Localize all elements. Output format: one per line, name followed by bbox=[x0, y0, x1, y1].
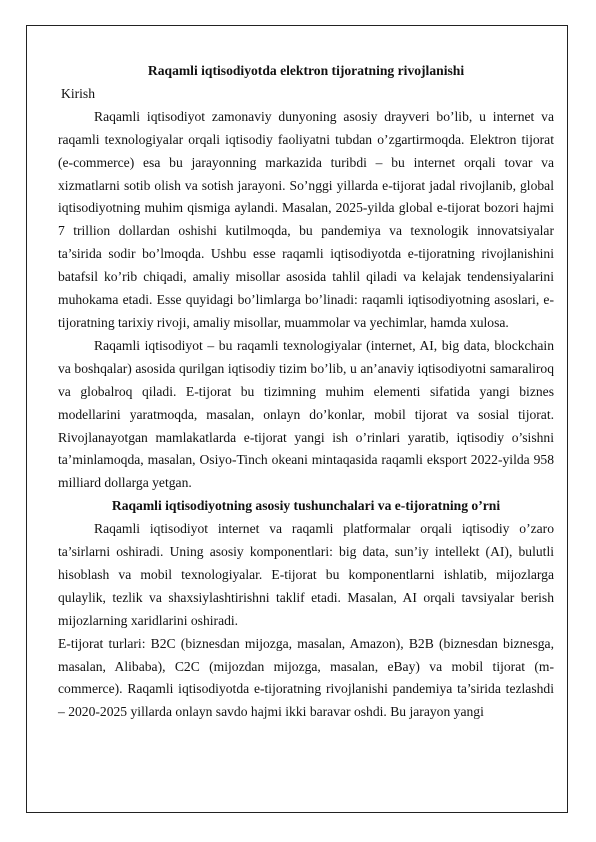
section-heading: Raqamli iqtisodiyotning asosiy tushunchalari va e-tijoratning o’rni bbox=[111, 498, 501, 514]
intro-label: Kirish bbox=[61, 85, 95, 101]
section-paragraph-1: Raqamli iqtisodiyot internet va raqamli platformalar orqali iqtisodiy o’zaro ta’sirlarni oshiradi. Uning asosiy komponentlari: big data, sun’iy intellekt (AI), bulutli hisoblash va mobil texnologiyalar. E-tijorat bu komponentlarni ishlatib, mijozlarga qulaylik, tezlik va shaxsiylashtirishni taklif etadi. Masalan, AI orqali tavsiyalar berish mijozlarning xaridlarini oshiradi. bbox=[58, 521, 554, 628]
ecommerce-types-paragraph: E-tijorat turlari: B2C (biznesdan mijozga, masalan, Amazon), B2B (biznesdan biznesga, masalan, Alibaba), C2C (mijozdan mijozga, masalan, eBay) va mobil tijorat (m-commerce). Raqamli iqtisodiyotda e-tijoratning rivojlanishi pandemiya ta’sirida tezlashdi – 2020-2025 yillarda onlayn savdo hajmi ikki baravar oshdi. Bu jarayon yangi bbox=[58, 635, 554, 720]
document-body bbox=[58, 60, 554, 724]
intro-paragraph-2: Raqamli iqtisodiyot – bu raqamli texnologiyalar (internet, AI, big data, blockchain va boshqalar) asosida qurilgan iqtisodiy tizim bo’lib, u an’anaviy iqtisodiyotni samaraliroq va globalroq qiladi. E-tijorat bu tizimning muhim elementi sifatida yangi biznes modellarini yaratmoqda, masalan, onlayn do’konlar, mobil tijorat va sosial tijorat. Rivojlanayotgan mamlakatlarda e-tijorat yangi ish o’rinlari yaratib, iqtisodiy o’sishni ta’minlamoqda, masalan, Osiyo-Tinch okeani mintaqasida raqamli eksport 2022-yilda 958 milliard dollarga yetgan. bbox=[58, 337, 554, 491]
document-title: Raqamli iqtisodiyotda elektron tijoratning rivojlanishi bbox=[147, 63, 465, 78]
intro-paragraph-1: Raqamli iqtisodiyot zamonaviy dunyoning asosiy drayveri bo’lib, u internet va raqamli texnologiyalar orqali iqtisodiy faoliyatni tubdan o’zgartirmoqda. Elektron tijorat (e-commerce) esa bu jarayonning markazida turibdi – bu internet orqali tovar va xizmatlarni sotib olish va sotish jarayoni. So’nggi yillarda e-tijorat jadal rivojlanib, global iqtisodiyotning muhim qismiga aylandi. Masalan, 2025-yilda global e-tijorat bozori hajmi 7 trillion dollardan oshishi kutilmoqda, bu pandemiya va texnologik innovatsiyalar ta’sirida sodir bo’lmoqda. Ushbu esse raqamli iqtisodiyotda e-tijoratning rivojlanishini batafsil ko’rib chiqadi, amaliy misollar asosida tahlil qiladi va kelajak tendensiyalarini muhokama etadi. Esse quyidagi bo’limlarga bo’linadi: raqamli iqtisodiyotning asoslari, e-tijoratning tarixiy rivoji, amaliy misollar, muammolar va yechimlar, hamda xulosa. bbox=[58, 108, 554, 330]
